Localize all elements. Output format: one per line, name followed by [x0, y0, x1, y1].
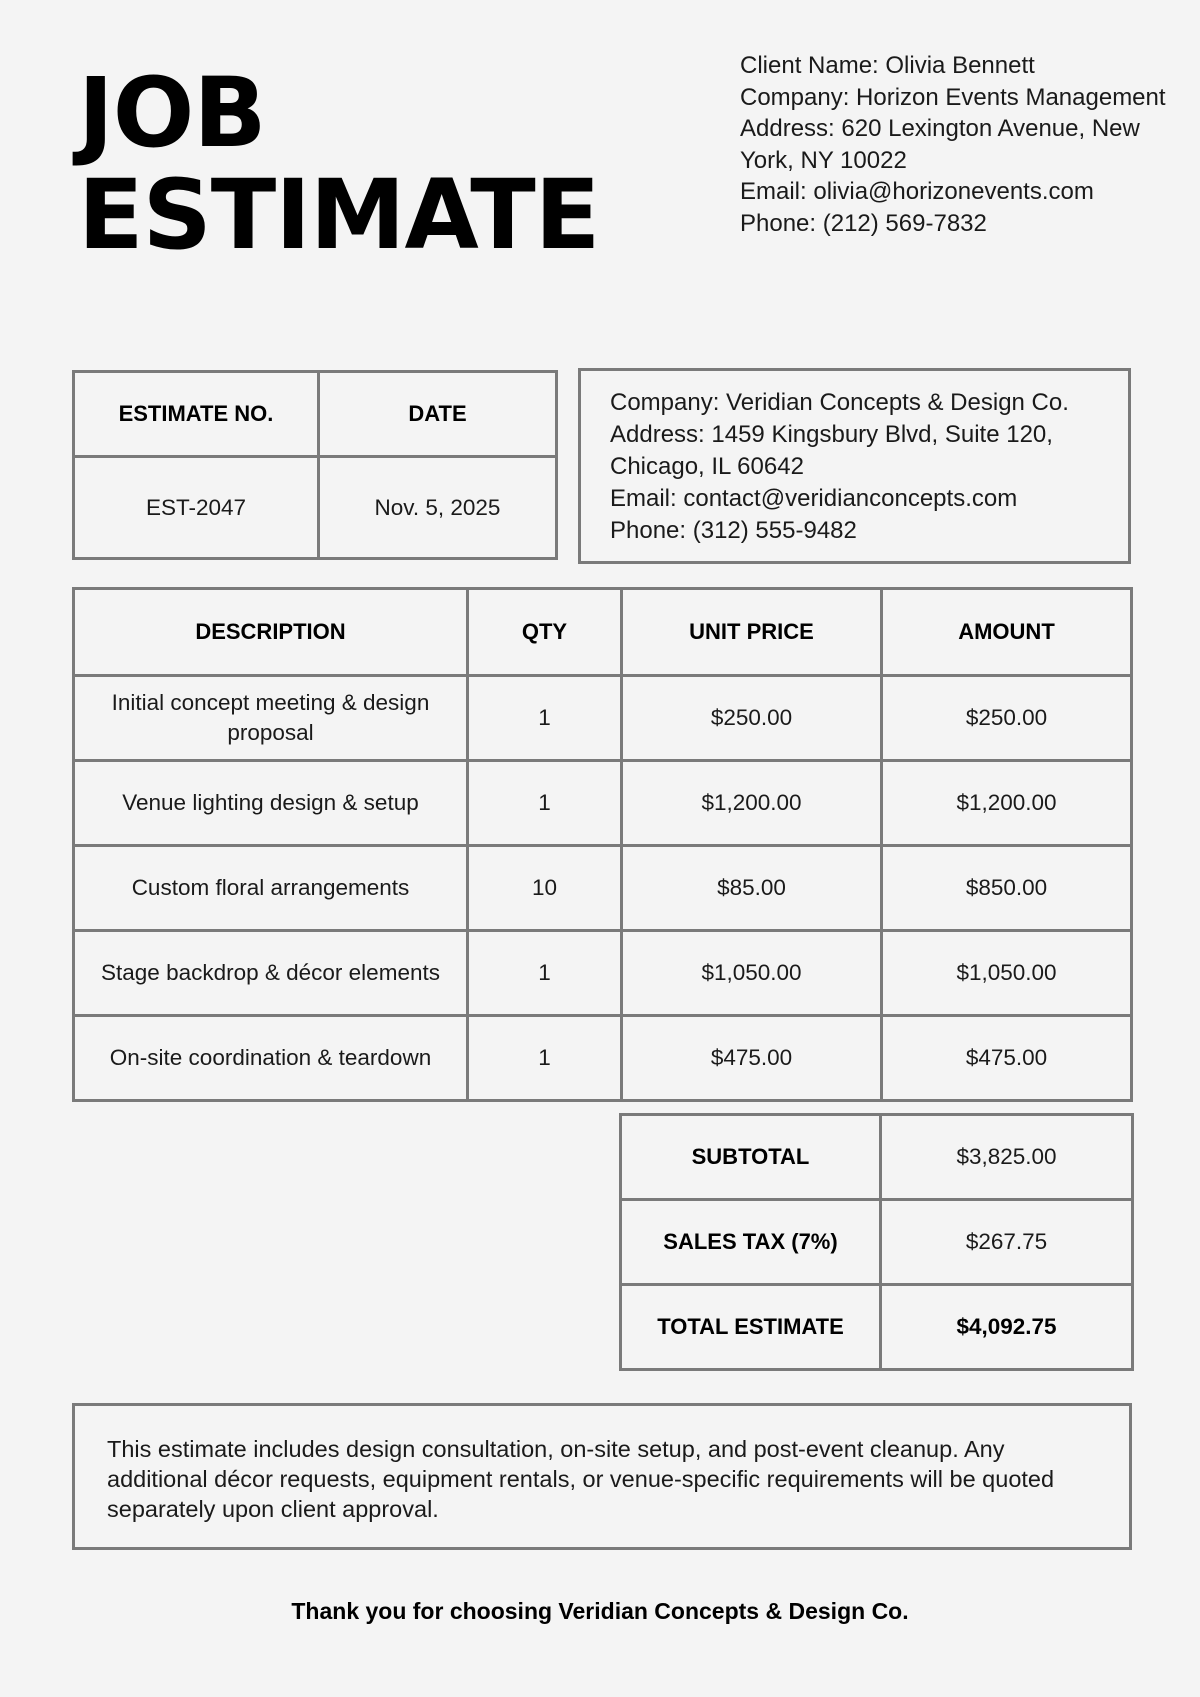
table-row — [74, 761, 1132, 846]
item-description: Initial concept meeting & design proposal — [74, 676, 468, 761]
estimate-date: Nov. 5, 2025 — [319, 457, 557, 559]
table-header-row — [74, 589, 1132, 676]
estimate-number-label: ESTIMATE NO. — [74, 372, 319, 457]
item-unit-price: $1,200.00 — [622, 761, 882, 846]
qty-header: QTY — [468, 589, 622, 676]
item-unit-price: $475.00 — [622, 1016, 882, 1101]
item-qty: 1 — [468, 1016, 622, 1101]
client-company: Company: Horizon Events Management — [740, 83, 1166, 111]
title-line-1: JOB — [78, 57, 266, 169]
item-description: Venue lighting design & setup — [74, 761, 468, 846]
subtotal-row — [621, 1115, 1133, 1200]
total-row — [621, 1285, 1133, 1370]
item-amount: $475.00 — [882, 1016, 1132, 1101]
item-amount: $1,200.00 — [882, 761, 1132, 846]
item-amount: $250.00 — [882, 676, 1132, 761]
item-description: Custom floral arrangements — [74, 846, 468, 931]
item-unit-price: $1,050.00 — [622, 931, 882, 1016]
table-row — [74, 931, 1132, 1016]
thank-you-message: Thank you for choosing Veridian Concepts & Design Co. — [291, 1598, 909, 1624]
estimate-number: EST-2047 — [74, 457, 319, 559]
item-unit-price: $250.00 — [622, 676, 882, 761]
item-unit-price: $85.00 — [622, 846, 882, 931]
item-qty: 10 — [468, 846, 622, 931]
item-qty: 1 — [468, 676, 622, 761]
table-row — [74, 846, 1132, 931]
description-header: DESCRIPTION — [74, 589, 468, 676]
item-qty: 1 — [468, 931, 622, 1016]
company-name: Company: Veridian Concepts & Design Co. — [610, 389, 1069, 416]
subtotal-value: $3,825.00 — [881, 1115, 1133, 1200]
tax-label: SALES TAX (7%) — [621, 1200, 881, 1285]
item-amount: $850.00 — [882, 846, 1132, 931]
company-address: Address: 1459 Kingsbury Blvd, Suite 120, Chicago, IL 60642 — [610, 421, 1053, 480]
company-phone: Phone: (312) 555-9482 — [610, 517, 857, 544]
amount-header: AMOUNT — [882, 589, 1132, 676]
page-title — [78, 57, 600, 271]
company-email: Email: contact@veridianconcepts.com — [610, 485, 1018, 512]
item-qty: 1 — [468, 761, 622, 846]
subtotal-label: SUBTOTAL — [621, 1115, 881, 1200]
total-label: TOTAL ESTIMATE — [621, 1285, 881, 1370]
table-row — [74, 676, 1132, 761]
date-label: DATE — [319, 372, 557, 457]
company-info-box — [578, 368, 1131, 564]
title-line-2: ESTIMATE — [78, 159, 600, 271]
item-description: Stage backdrop & décor elements — [74, 931, 468, 1016]
tax-row — [621, 1200, 1133, 1285]
table-row — [74, 1016, 1132, 1101]
estimate-info-table — [72, 370, 558, 560]
terms-note: This estimate includes design consultation, on-site setup, and post-event cleanup. Any additional décor requests, equipment rentals, or venue-specific requirements will be quoted separately upon client approval. — [72, 1403, 1132, 1550]
client-phone: Phone: (212) 569-7832 — [740, 209, 987, 237]
unit-price-header: UNIT PRICE — [622, 589, 882, 676]
totals-table — [619, 1113, 1134, 1371]
item-amount: $1,050.00 — [882, 931, 1132, 1016]
item-description: On-site coordination & teardown — [74, 1016, 468, 1101]
client-info — [740, 50, 1170, 239]
client-name: Client Name: Olivia Bennett — [740, 52, 1035, 79]
client-address: Address: 620 Lexington Avenue, New York, NY 10022 — [740, 115, 1140, 174]
line-items-table — [72, 587, 1133, 1102]
tax-value: $267.75 — [881, 1200, 1133, 1285]
client-email: Email: olivia@horizonevents.com — [740, 178, 1094, 205]
total-value: $4,092.75 — [881, 1285, 1133, 1370]
